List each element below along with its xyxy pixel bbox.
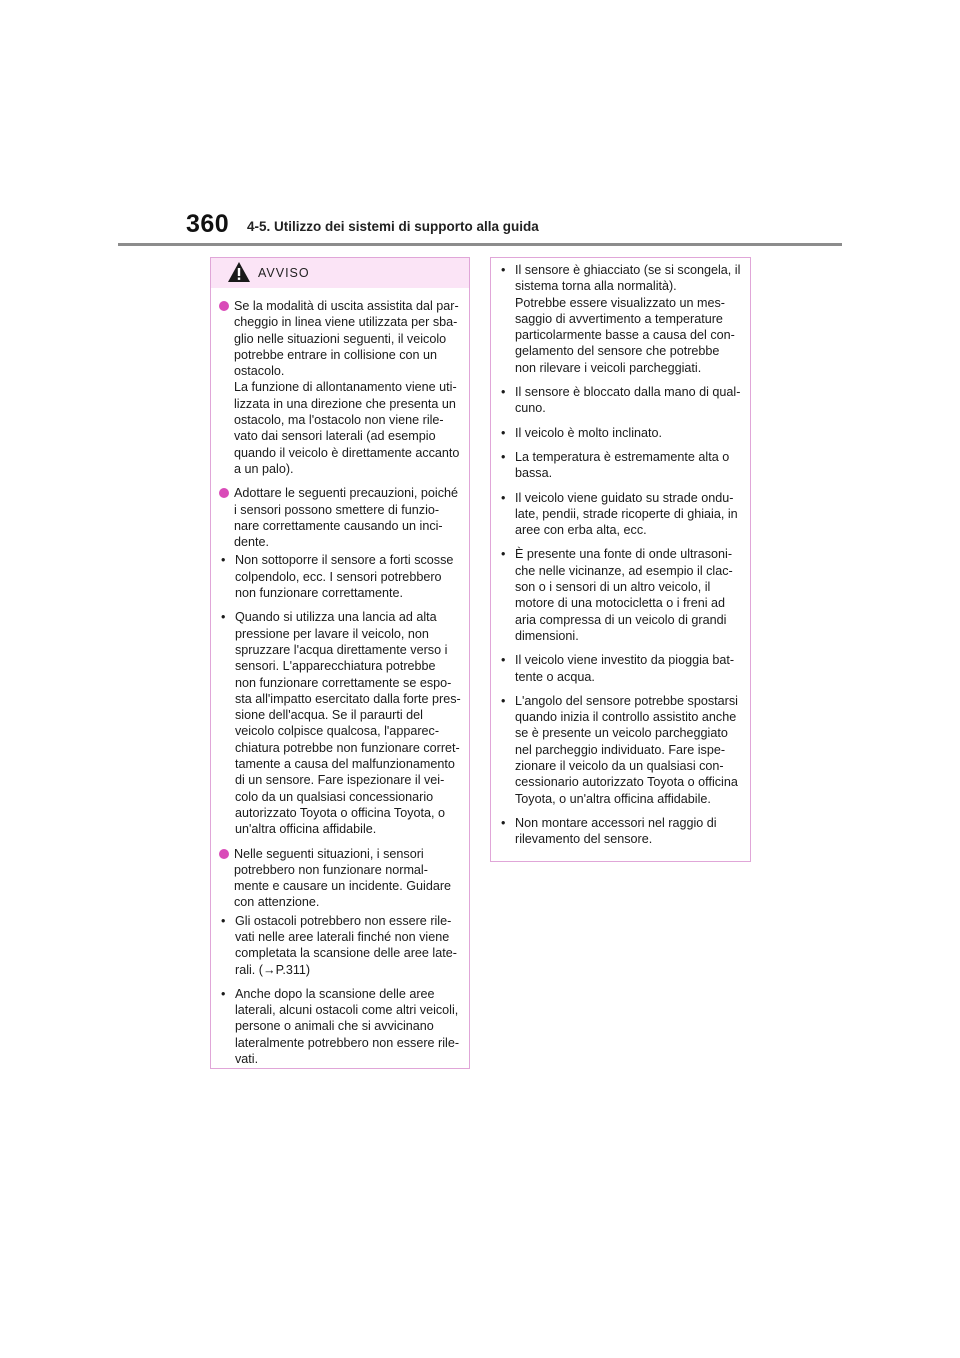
warning-subitem-text: La temperatura è estremamente alta o bassa. (515, 449, 730, 481)
warning-subitem (499, 815, 742, 848)
bullet-icon: • (501, 653, 506, 668)
warning-subitem-text: Non montare accessori nel raggio di rilevamento del sensore. (515, 815, 717, 847)
warning-item (219, 485, 461, 550)
bullet-icon: • (221, 913, 226, 928)
warning-continued-content (491, 258, 750, 848)
warning-subitem-text: Quando si utilizza una lancia ad alta pressione per lavare il veicolo, non spruzzare l'acqua direttamente verso i sensori. L'apparecchiatura potrebbe non funzionare correttamente se espo- sta all'impatto esercitato dalla forte pres- sione dell'acqua. Se il paraurti del veicolo colpisce qualcosa, l'apparec- chiatura potrebbe non funzionare corret- tamente a causa del malfunzionamento di un sensore. Fare ispezionare il vei- colo da un qualsiasi concessionario autorizzato Toyota o officina Toyota, o un'altra officina affidabile. (235, 610, 461, 837)
warning-subitem (219, 986, 461, 1067)
warning-subitem (499, 652, 742, 685)
bullet-icon: • (501, 693, 506, 708)
warning-title: AVVISO (258, 266, 310, 280)
warning-item-text: Adottare le seguenti precauzioni, poiché i sensori possono smettere di funzio- nare correttamente causando un inci- dente. (234, 486, 459, 550)
warning-subitem-text: Il sensore è ghiacciato (se si scongela, il sistema torna alla normalità). Potrebbe essere visualizzato un mes- saggio di avvertimento a temperature particolarmente basse a causa del con- gelamento del sensore che potrebbe non rilevare i veicoli parcheggiati. (515, 263, 741, 375)
bullet-icon: • (501, 547, 506, 562)
warning-subitem-text: L'angolo del sensore potrebbe spostarsi quando inizia il controllo assistito anche se è presente un veicolo parcheggiato nel parcheggio individuato. Fare ispe- zionare il veicolo da un qualsiasi con- cessionario autorizzato Toyota o officina Toyota, o un'altra officina affidabile. (515, 693, 738, 806)
warning-subitem (499, 693, 742, 807)
warning-item-text: Nelle seguenti situazioni, i sensori potrebbero non funzionare normal- mente e causare un incidente. Guidare con attenzione. (234, 846, 452, 910)
warning-triangle-icon (227, 261, 251, 283)
circle-bullet-icon (219, 849, 229, 859)
circle-bullet-icon (219, 301, 229, 311)
warning-box-continued (490, 257, 751, 862)
bullet-icon: • (501, 815, 506, 830)
page-number: 360 (186, 210, 230, 238)
warning-subitem-text: È presente una fonte di onde ultrasoni- che nelle vicinanze, ad esempio il clac- son o i sensori di un altro veicolo, il motore di una motocicletta o i freni ad aria compressa di un veicolo di grandi dimensioni. (515, 547, 733, 643)
header-divider (118, 243, 842, 246)
warning-subitem (499, 425, 742, 441)
warning-subitem (499, 449, 742, 482)
warning-subitem-text: Il veicolo viene investito da pioggia bat- tente o acqua. (515, 653, 735, 684)
warning-box (210, 257, 470, 1069)
section-title: 4-5. Utilizzo dei sistemi di supporto alla guida (247, 219, 539, 234)
bullet-icon: • (501, 385, 506, 400)
warning-subitem-text: Il sensore è bloccato dalla mano di qual- cuno. (515, 385, 741, 416)
warning-subitem-text: Il veicolo è molto inclinato. (515, 425, 662, 440)
warning-subitem-text: Anche dopo la scansione delle aree laterali, alcuni ostacoli come altri veicoli, persone o animali che si avvicinano lateralmente potrebbero non essere rile- vati. (235, 986, 460, 1067)
bullet-icon: • (501, 490, 506, 505)
warning-content (211, 288, 469, 1067)
warning-subitem-text: Gli ostacoli potrebbero non essere rile- vati nelle aree laterali finché non viene completata la scansione delle aree late- rali. (→P.311) (235, 913, 457, 977)
warning-item (219, 298, 461, 477)
bullet-icon: • (501, 263, 506, 277)
warning-header (211, 258, 469, 288)
warning-subitem (499, 384, 742, 417)
bullet-icon: • (501, 449, 506, 464)
warning-subitem (219, 913, 461, 978)
warning-subitem (499, 262, 742, 376)
circle-bullet-icon (219, 488, 229, 498)
bullet-icon: • (221, 986, 226, 1001)
warning-item (219, 846, 461, 911)
bullet-icon: • (221, 553, 226, 568)
warning-subitem (499, 546, 742, 644)
bullet-icon: • (501, 425, 506, 440)
warning-subitem-text: Il veicolo viene guidato su strade ondu- late, pendii, strade ricoperte di ghiaia, in aree con erba alta, ecc. (515, 490, 738, 538)
warning-subitem (499, 490, 742, 539)
bullet-icon: • (221, 610, 226, 625)
warning-subitem (219, 609, 461, 837)
warning-subitem (219, 552, 461, 601)
warning-item-text: Se la modalità di uscita assistita dal par- cheggio in linea viene utilizzata per sba- glio nelle situazioni seguenti, il veicolo potrebbe entrare in collisione con un ostacolo. La funzione di allontanamento viene uti- lizzata in una direzione che presenta un ostacolo, ma l'ostacolo non viene rile- vato dai sensori laterali (ad esempio quando il veicolo è direttamente accanto a un palo). (234, 299, 460, 476)
warning-subitem-text: Non sottoporre il sensore a forti scosse colpendolo, ecc. I sensori potrebbero non funzionare correttamente. (235, 553, 454, 601)
